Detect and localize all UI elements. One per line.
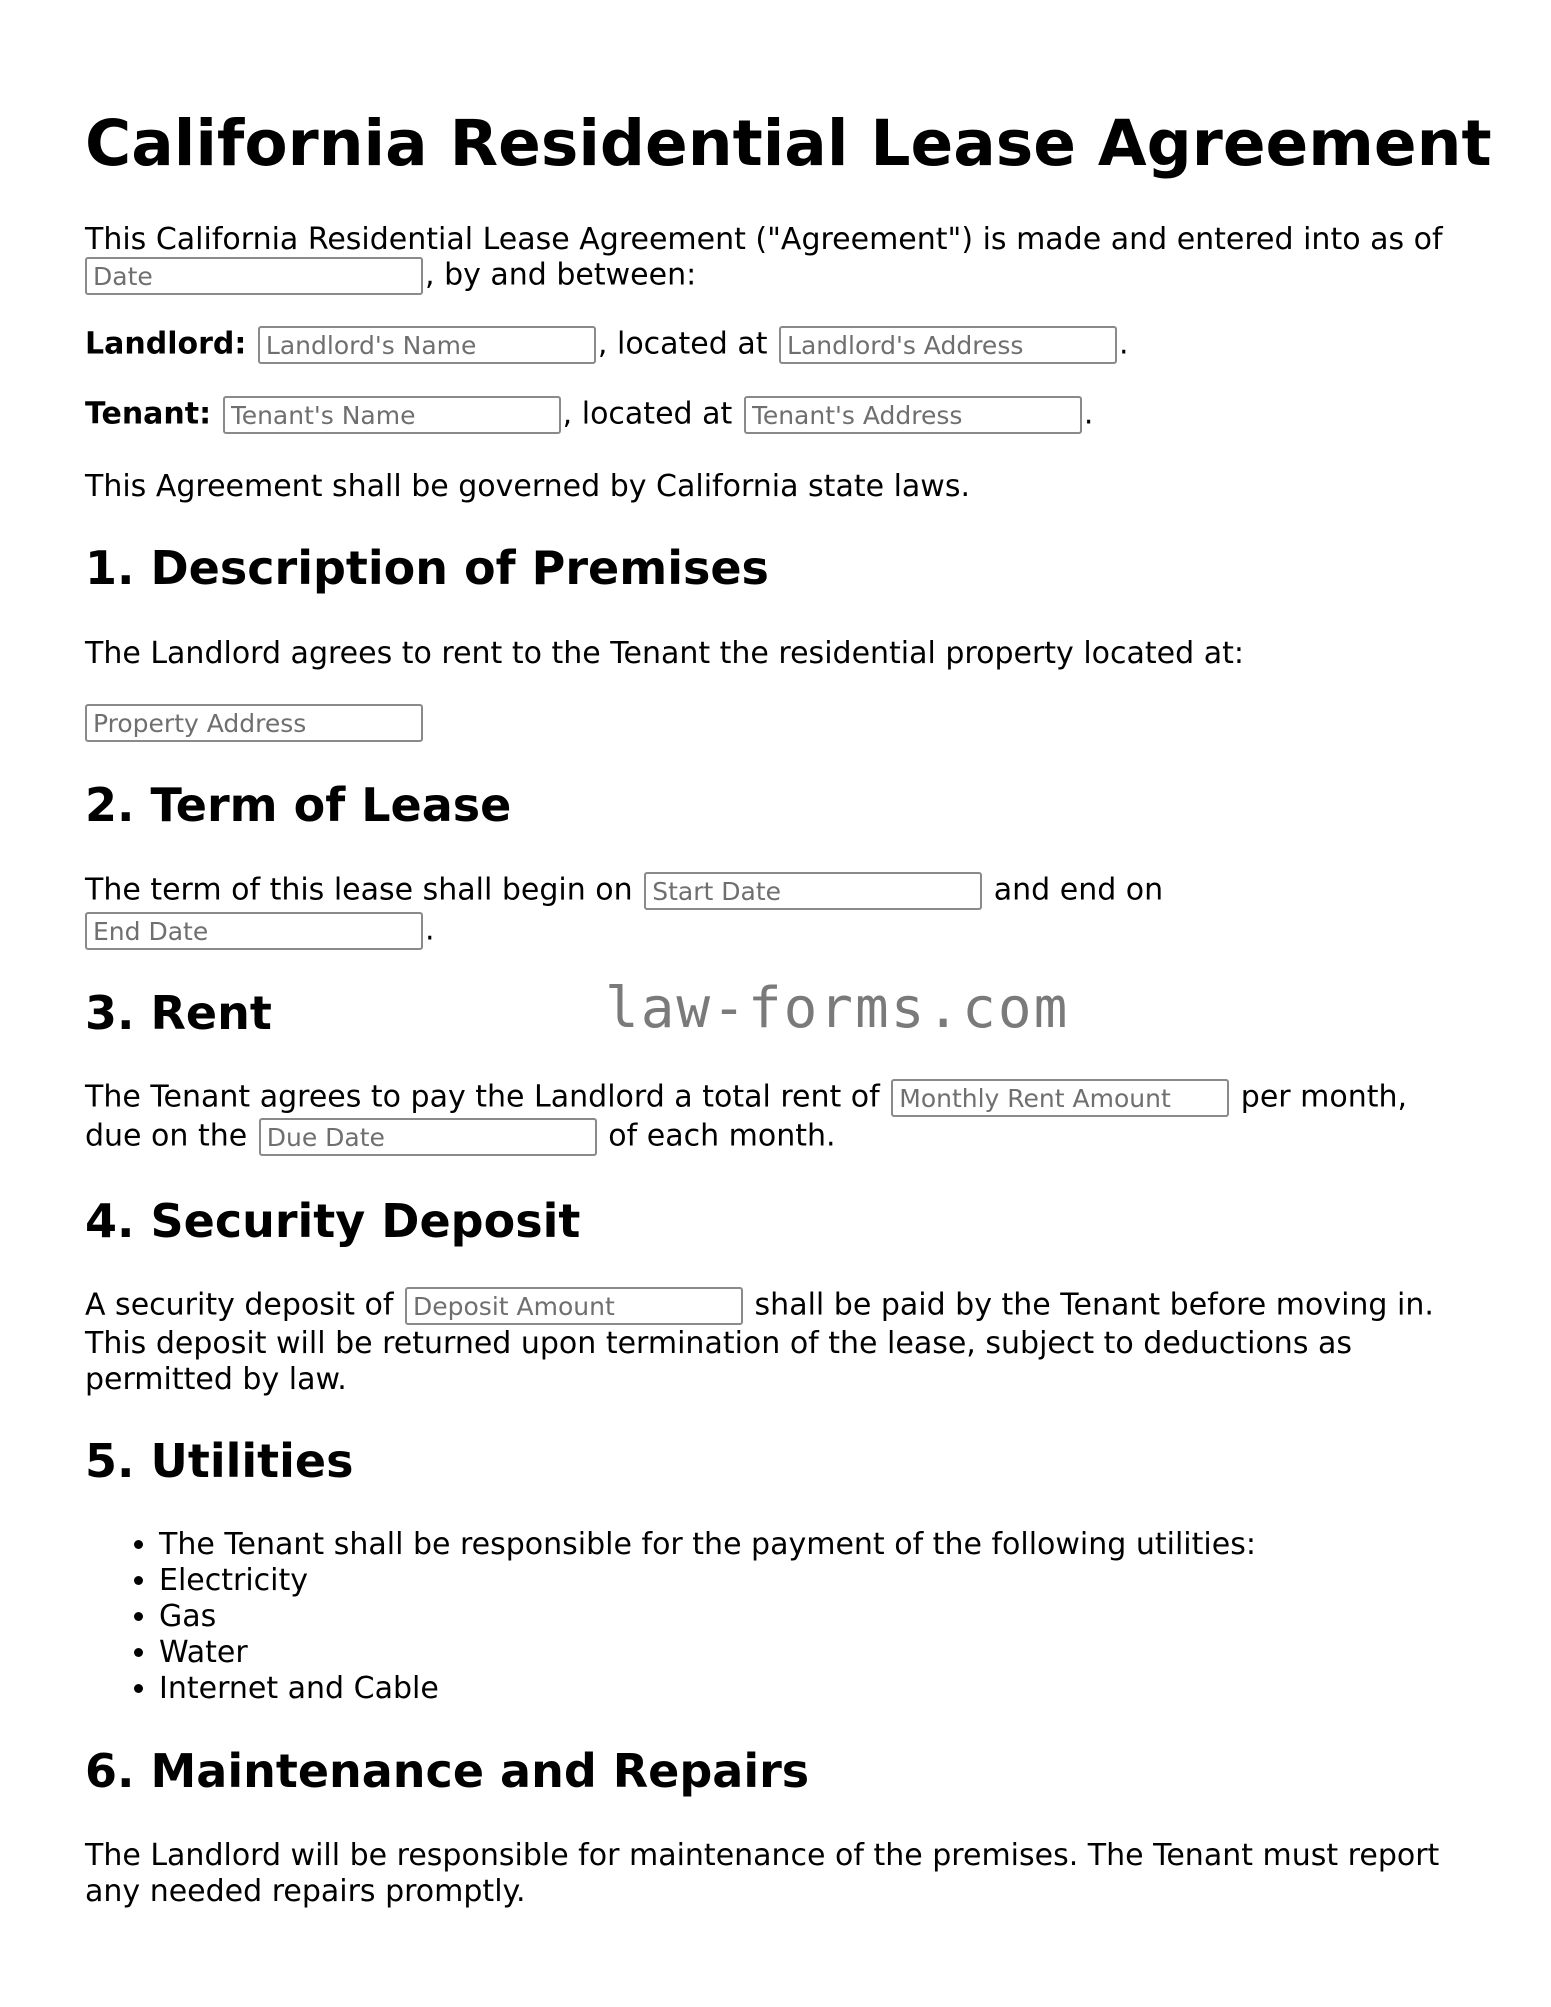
maintenance-line-2: any needed repairs promptly. bbox=[85, 1874, 526, 1909]
section-rent-heading: 3. Rent bbox=[85, 986, 272, 1040]
due-date-input[interactable] bbox=[259, 1118, 597, 1156]
watermark: law-forms.com bbox=[605, 976, 1070, 1041]
deposit-text-before: A security deposit of bbox=[85, 1287, 394, 1323]
monthly-rent-input[interactable] bbox=[891, 1079, 1229, 1117]
tenant-located-at: , located at bbox=[562, 396, 733, 432]
section-premises-heading: 1. Description of Premises bbox=[85, 541, 769, 595]
maintenance-line-1: The Landlord will be responsible for maintenance of the premises. The Tenant must report bbox=[85, 1838, 1440, 1873]
deposit-line-2: This deposit will be returned upon termination of the lease, subject to deductions as bbox=[85, 1326, 1353, 1361]
end-date-input[interactable] bbox=[85, 912, 423, 950]
section-utilities-heading: 5. Utilities bbox=[85, 1434, 354, 1488]
rent-text-before: The Tenant agrees to pay the Landlord a total rent of bbox=[85, 1079, 880, 1115]
landlord-address-input[interactable] bbox=[779, 326, 1117, 364]
landlord-name-input[interactable] bbox=[258, 326, 596, 364]
landlord-label: Landlord: bbox=[85, 326, 247, 362]
term-text-middle: and end on bbox=[993, 872, 1164, 908]
list-item: • Internet and Cable bbox=[159, 1671, 1256, 1707]
start-date-input[interactable] bbox=[644, 872, 982, 910]
landlord-end: . bbox=[1119, 326, 1129, 362]
page-title: California Residential Lease Agreement bbox=[85, 107, 1492, 180]
section-deposit-heading: 4. Security Deposit bbox=[85, 1194, 581, 1248]
deposit-text-after: shall be paid by the Tenant before moving in. bbox=[754, 1287, 1434, 1323]
term-line bbox=[85, 872, 1163, 910]
deposit-amount-input[interactable] bbox=[405, 1287, 743, 1325]
list-item: • Electricity bbox=[159, 1563, 1256, 1599]
tenant-end: . bbox=[1083, 396, 1094, 432]
term-text-before: The term of this lease shall begin on bbox=[85, 872, 633, 908]
tenant-name-input[interactable] bbox=[223, 396, 561, 434]
premises-text: The Landlord agrees to rent to the Tenant the residential property located at: bbox=[85, 636, 1244, 671]
deposit-line bbox=[85, 1287, 1434, 1325]
rent-due-line bbox=[85, 1118, 836, 1156]
agreement-date-input[interactable] bbox=[85, 257, 423, 295]
intro-text-after: , by and between: bbox=[425, 257, 697, 293]
rent-due-before: due on the bbox=[85, 1118, 248, 1154]
section-term-heading: 2. Term of Lease bbox=[85, 778, 512, 832]
list-item: • Gas bbox=[159, 1599, 1256, 1635]
section-maintenance-heading: 6. Maintenance and Repairs bbox=[85, 1744, 810, 1798]
intro-line bbox=[85, 222, 1443, 258]
tenant-label: Tenant: bbox=[85, 396, 212, 432]
rent-due-after: of each month. bbox=[608, 1118, 836, 1154]
landlord-located-at: , located at bbox=[597, 326, 768, 362]
rent-text-after: per month, bbox=[1240, 1079, 1408, 1115]
intro-date-line bbox=[85, 257, 696, 295]
rent-line bbox=[85, 1079, 1407, 1117]
property-address-input[interactable] bbox=[85, 704, 423, 742]
tenant-address-input[interactable] bbox=[744, 396, 1082, 434]
utilities-list bbox=[85, 1527, 1256, 1707]
tenant-line bbox=[85, 396, 1093, 434]
term-end-line bbox=[85, 912, 435, 950]
term-end: . bbox=[425, 912, 435, 948]
governing-law-text: This Agreement shall be governed by California state laws. bbox=[85, 469, 970, 504]
landlord-line bbox=[85, 326, 1129, 364]
list-item: • The Tenant shall be responsible for the payment of the following utilities: bbox=[159, 1527, 1256, 1563]
list-item: • Water bbox=[159, 1635, 1256, 1671]
deposit-line-3: permitted by law. bbox=[85, 1362, 347, 1397]
intro-text: This California Residential Lease Agreement ("Agreement") is made and entered into as of bbox=[85, 222, 1443, 257]
